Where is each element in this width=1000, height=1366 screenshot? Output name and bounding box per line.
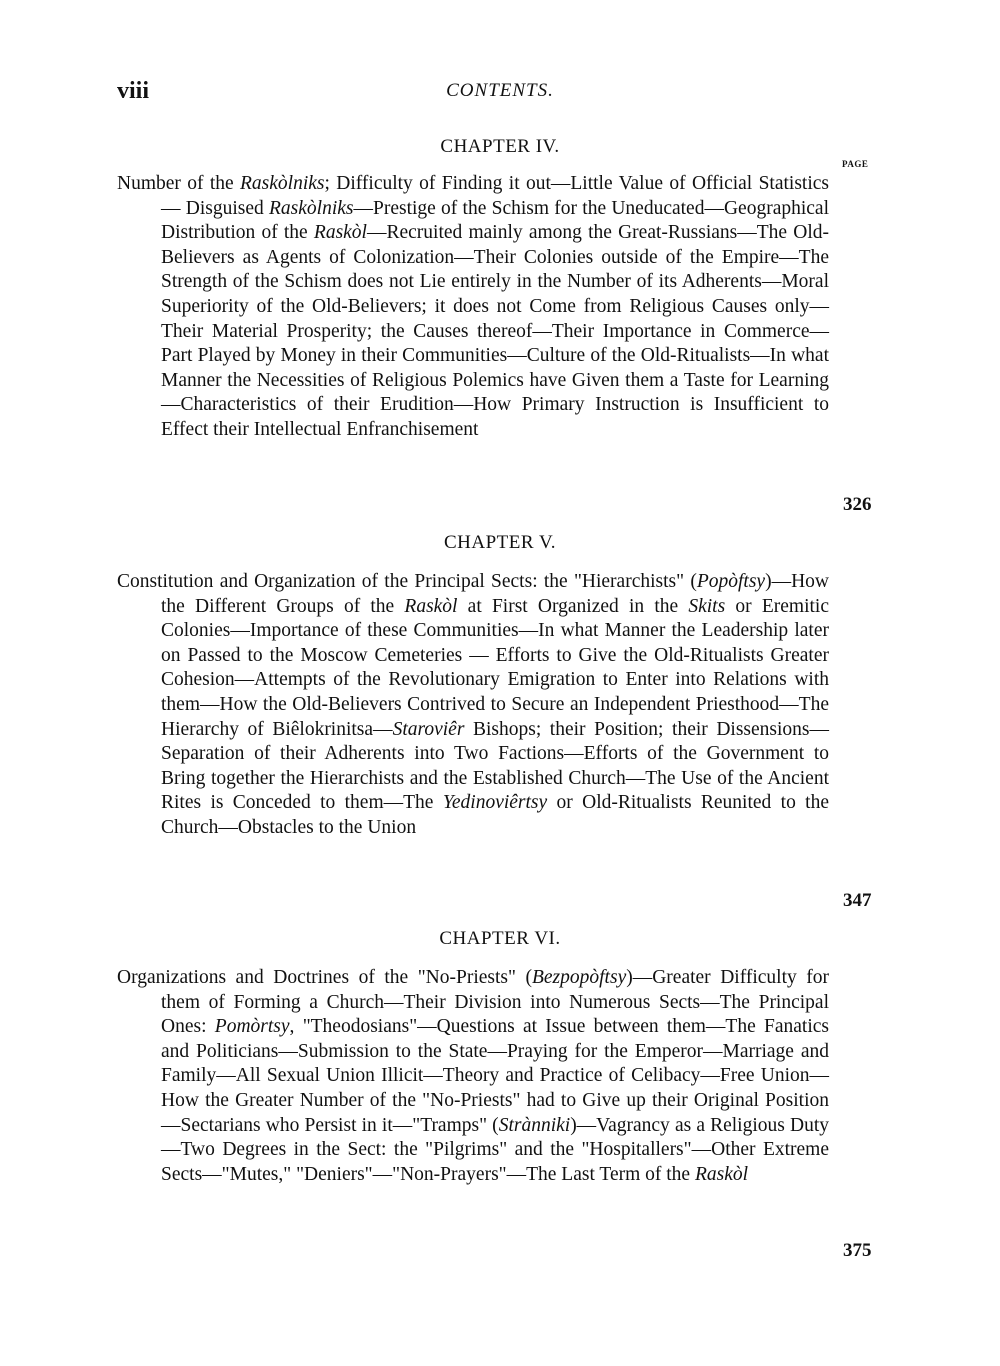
summary-text: )—How the Different Groups of the [161, 571, 829, 617]
chapter-summary [117, 570, 829, 841]
summary-text: Number of the [117, 173, 241, 194]
summary-text: )—Vagrancy as a Religious Duty—Two Degrees in the Sect: the "Pilgrims" and the "Hospitallers"—Other Extreme Sects—"Mutes," "Deniers"—"Non-Prayers"—The Last Term of the [161, 1114, 829, 1185]
chapter-page-number: 326 [843, 494, 872, 515]
chapter-heading: CHAPTER IV. [440, 136, 560, 157]
italic-term: Raskòlniks [240, 173, 325, 194]
chapter-heading: CHAPTER VI. [439, 928, 561, 949]
page-column-label: PAGE [842, 159, 869, 169]
summary-text: —Recruited mainly among the Great-Russians—The Old-Believers as Agents of Colonization—Their Colonies outside of the Empire—The Strength of the Schism does not Lie entirely in the Number of its Adherents—Moral Superiority of the Old-Believers; it does not Come from Religious Causes only—Their Material Prosperity; the Causes thereof—Their Importance in Commerce—Part Played by Money in their Communities—Culture of the Old-Ritualists—In what Manner the Necessities of Religious Polemics have Given them a Taste for Learning—Characteristics of their Erudition—How Primary Instruction is Insufficient to Effect their Intellectual Enfranchisement [161, 222, 829, 440]
italic-term: Yedinoviêrtsy [442, 792, 548, 814]
italic-term: Raskòl [694, 1163, 749, 1185]
running-title: CONTENTS. [446, 80, 554, 101]
summary-text: —Prestige of the Schism for the Uneducated—Geographical Distribution of the [161, 197, 829, 244]
summary-text: Bishops; their Position; their Dissensions—Separation of their Adherents into Two Factions—Efforts of the Government to Bring together the Hierarchists and the Established Church—The Use of the Ancient Rites is Conceded to them—The [161, 718, 829, 814]
summary-text: or Old-Ritualists Reunited to the Church—Obstacles to the Union [161, 792, 829, 838]
page-number: viii [117, 78, 150, 104]
summary-text: Organizations and Doctrines of the "No-Priests" ( [117, 967, 532, 988]
summary-text: or Eremitic Colonies—Importance of these Communities—In what Manner the Leadership later on Passed to the Moscow Cemeteries — Efforts to Give the Old-Ritualists Greater Cohesion—Attempts of the Revolutionary Emigration to Enter into Relations with them—How the Old-Believers Contrived to Secure an Independent Priesthood—The Hierarchy of Biêlokrinitsa— [161, 595, 829, 740]
italic-term: Bezpopòftsy [531, 967, 627, 988]
chapter-page-number: 375 [843, 1240, 872, 1261]
summary-text: ; Difficulty of Finding it out—Little Value of Official Statistics — Disguised [161, 173, 829, 219]
summary-text: , "Theodosians"—Questions at Issue between them—The Fanatics and Politicians—Submission to the State—Praying for the Emperor—Marriage and Family—All Sexual Union Illicit—Theory and Practice of Celibacy—Free Union—How the Greater Number of the "No-Priests" had to Give up their Original Position—Sectarians who Persist in it—"Tramps" ( [161, 1016, 829, 1136]
summary-text: )—Greater Difficulty for them of Forming a Church—Their Division into Numerous Sects—The Principal Ones: [161, 967, 829, 1038]
italic-term: Strànniki [498, 1114, 571, 1136]
summary-text: at First Organized in the [457, 595, 689, 617]
italic-term: Staroviêr [392, 718, 465, 740]
chapter-page-number: 347 [843, 890, 872, 911]
italic-term: Popòftsy [696, 571, 766, 592]
chapter-summary [117, 172, 829, 443]
italic-term: Skits [688, 595, 726, 617]
chapter-heading: CHAPTER V. [444, 532, 556, 553]
italic-term: Raskòl [404, 595, 458, 617]
italic-term: Pomòrtsy [214, 1016, 290, 1038]
chapter-summary [117, 966, 829, 1187]
italic-term: Raskòl [313, 222, 367, 244]
italic-term: Raskòlniks [269, 197, 354, 219]
summary-text: Constitution and Organization of the Principal Sects: the "Hierarchists" ( [117, 571, 697, 592]
